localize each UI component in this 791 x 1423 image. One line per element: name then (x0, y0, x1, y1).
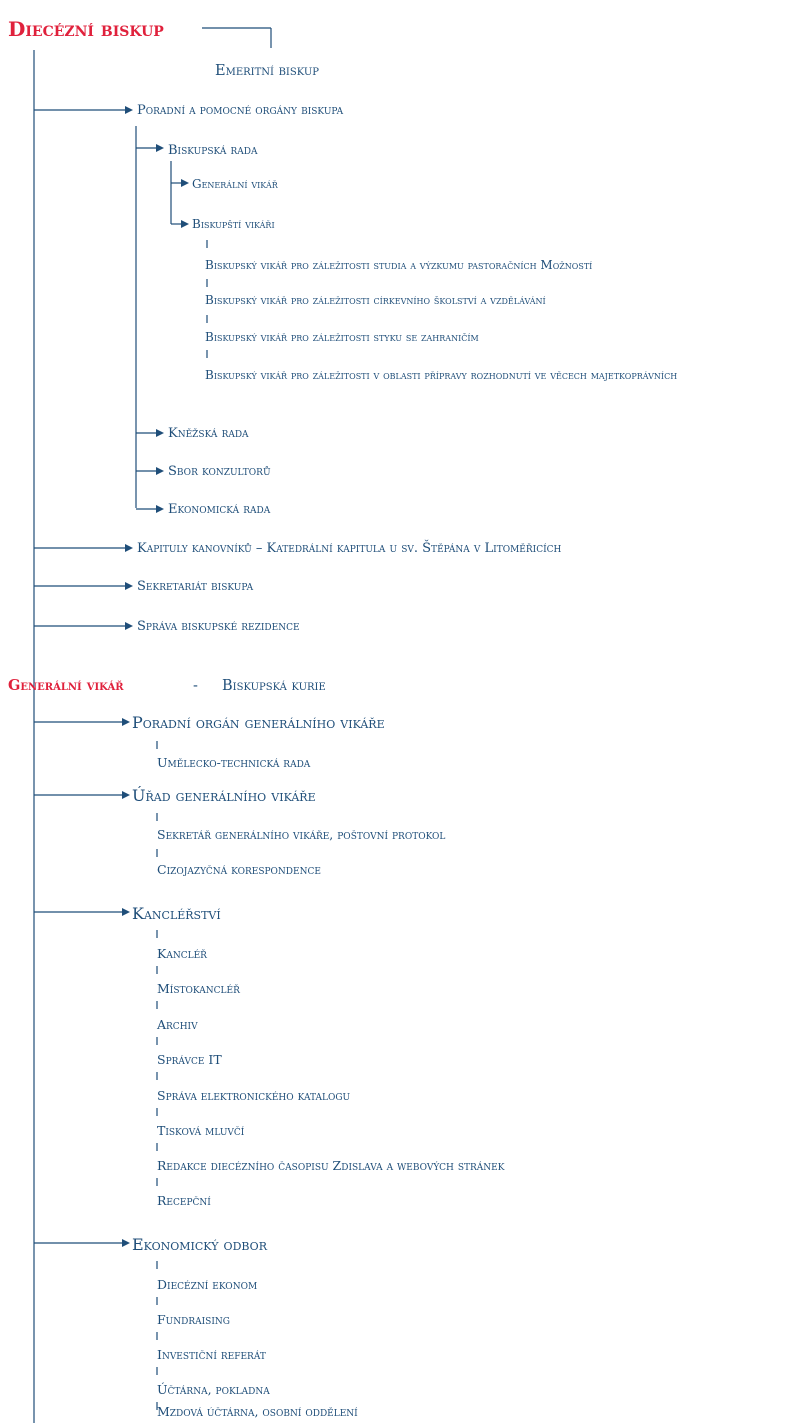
list-item: Účtárna, pokladna (157, 1382, 270, 1397)
arrow-head-icon (181, 220, 189, 228)
arrow-head-icon (156, 144, 164, 152)
knezska-rada-label: Kněžská rada (168, 426, 249, 441)
sprava-rezidence-label: Správa biskupské rezidence (137, 619, 300, 634)
sbor-konzultoru-label: Sbor konzultorů (168, 464, 271, 479)
list-item: Umělecko-technická rada (157, 755, 311, 770)
arrow-head-icon (156, 429, 164, 437)
arrow-head-icon (125, 106, 133, 114)
list-item: Recepční (157, 1193, 211, 1208)
vikar-item: Biskupský vikář pro záležitosti v oblasti přípravy rozhodnutí ve věcech majetkoprávních (205, 368, 678, 382)
sekretariat-label: Sekretariát biskupa (137, 579, 254, 594)
arrow-head-icon (122, 718, 130, 726)
list-item: Správce IT (157, 1052, 222, 1067)
arrow-head-icon (156, 467, 164, 475)
arrow-head-icon (122, 791, 130, 799)
list-item: Místokancléř (157, 981, 240, 996)
biskupsti-vikari-label: Biskupští vikáři (192, 217, 275, 231)
list-item: Fundraising (157, 1312, 230, 1327)
list-item: Investiční referát (157, 1347, 266, 1362)
list-item: Cizojazyčná korespondence (157, 862, 321, 877)
arrow-head-icon (156, 505, 164, 513)
arrow-head-icon (125, 622, 133, 630)
ekonomicka-rada-label: Ekonomická rada (168, 502, 271, 517)
list-item: Kancléř (157, 946, 207, 961)
ekonomicky-odbor-label: Ekonomický odbor (132, 1235, 267, 1254)
list-item: Archiv (157, 1017, 198, 1032)
kanclerstvi-label: Kancléřství (132, 904, 221, 923)
vikar-item: Biskupský vikář pro záležitosti styku se zahraničím (205, 330, 479, 344)
vikar-item: Biskupský vikář pro záležitosti studia a výzkumu pastoračních Možností (205, 258, 593, 272)
list-item: Sekretář generálního vikáře, poštovní protokol (157, 827, 446, 842)
list-item: Diecézní ekonom (157, 1277, 258, 1292)
arrow-head-icon (125, 582, 133, 590)
arrow-head-icon (125, 544, 133, 552)
generalni-vikar-title: Generální vikář (8, 677, 124, 694)
list-item: Správa elektronického katalogu (157, 1088, 351, 1103)
generalni-vikar-sub-label: Generální vikář (192, 177, 278, 191)
kapituly-label: Kapituly kanovníků – Katedrální kapitula u sv. Štěpána v Litoměřicích (137, 541, 562, 556)
poradni-organy-label: Poradní a pomocné orgány biskupa (137, 103, 344, 118)
biskupska-kurie-label: Biskupská kurie (222, 678, 326, 694)
list-item: Mzdová účtárna, osobní oddělení (157, 1404, 358, 1419)
poradni-organ-gv-label: Poradní orgán generálního vikáře (132, 713, 385, 732)
dash-separator: - (193, 678, 198, 694)
vikar-item: Biskupský vikář pro záležitosti církevního školství a vzdělávání (205, 293, 546, 307)
arrow-head-icon (122, 1239, 130, 1247)
urad-gv-label: Úřad generálního vikáře (132, 786, 316, 805)
diecezni-biskup-title: Diecézní biskup (8, 17, 164, 41)
emeritni-biskup-label: Emeritní biskup (215, 63, 320, 79)
biskupska-rada-label: Biskupská rada (168, 143, 258, 158)
arrow-head-icon (181, 179, 189, 187)
list-item: Redakce diecézního časopisu Zdislava a webových stránek (157, 1158, 505, 1173)
arrow-head-icon (122, 908, 130, 916)
list-item: Tisková mluvčí (157, 1123, 245, 1138)
